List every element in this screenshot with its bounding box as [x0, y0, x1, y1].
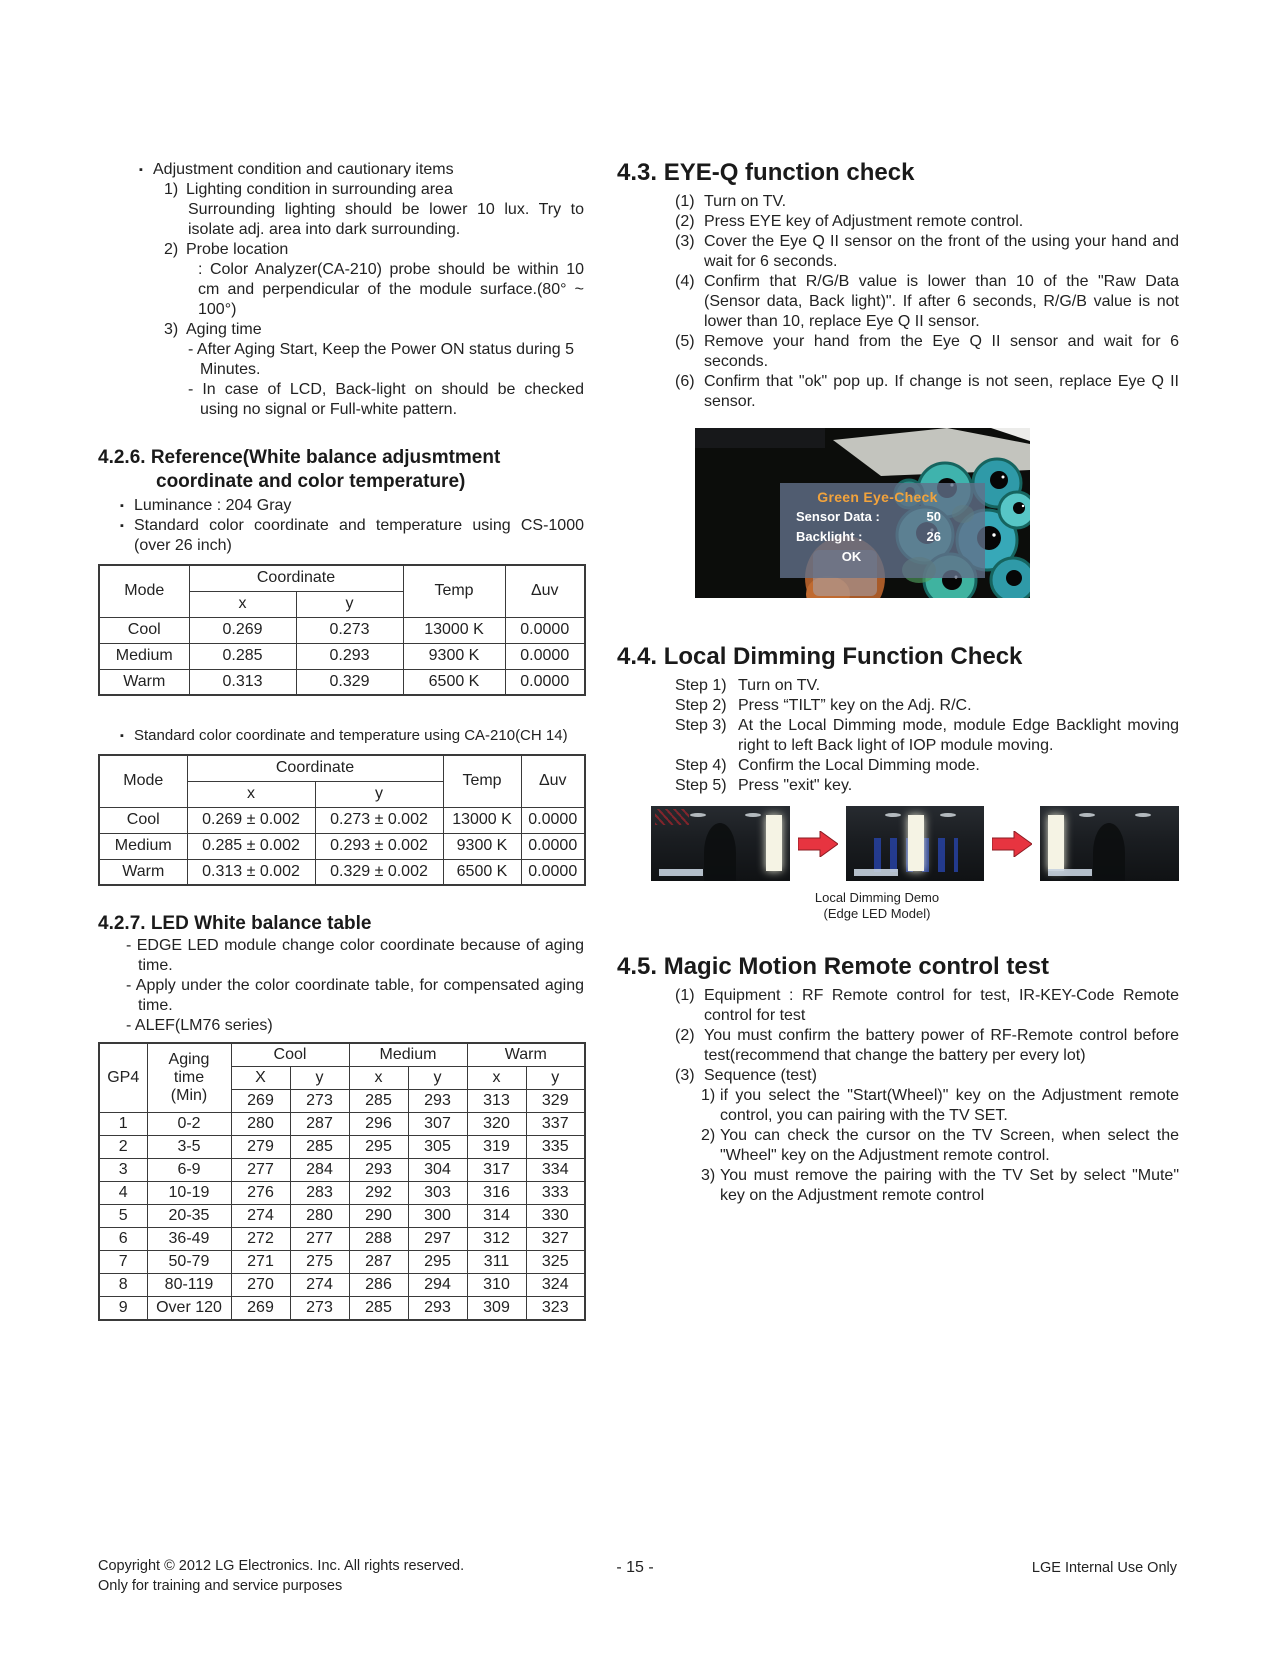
- table-row: [99, 617, 585, 643]
- local-dimming-caption: [651, 890, 1103, 922]
- table-cell: 283: [290, 1182, 349, 1205]
- table-cell: 0.0000: [521, 833, 585, 859]
- table-cell: 334: [526, 1159, 585, 1182]
- table-cell: 317: [467, 1159, 526, 1182]
- eye-check-tv-photo: [695, 428, 1030, 598]
- x-header: x: [187, 781, 315, 807]
- step-text: Turn on TV.: [738, 677, 821, 694]
- section-43-steps: [617, 192, 1179, 412]
- step-item: [617, 372, 1179, 412]
- right-column: [617, 158, 1179, 1206]
- duv-header: Δuv: [521, 755, 585, 807]
- xy-subheader: x: [349, 1067, 408, 1090]
- table-row: [99, 807, 585, 833]
- table-cell: 272: [231, 1228, 290, 1251]
- temp-header: Temp: [403, 565, 505, 617]
- table-cell: 13000 K: [443, 807, 521, 833]
- table-cell: Warm: [99, 859, 187, 885]
- table-row: [99, 643, 585, 669]
- table-cell: 0.293 ± 0.002: [315, 833, 443, 859]
- section-45-steps: [617, 986, 1179, 1086]
- square-bullet-icon: ▪: [120, 730, 124, 742]
- step-text: Remove your hand from the Eye Q II sensor and wait for 6 seconds.: [704, 333, 1179, 370]
- section-45-substeps: [617, 1086, 1179, 1206]
- step-item: [617, 986, 1179, 1026]
- table-cell: 273: [290, 1297, 349, 1321]
- table-cell: 20-35: [147, 1205, 231, 1228]
- local-dimming-photo-3: [1040, 806, 1179, 881]
- table-row: [99, 833, 585, 859]
- table-cell: 292: [349, 1182, 408, 1205]
- list-item-number: 2): [164, 241, 179, 258]
- table-cell: 330: [526, 1205, 585, 1228]
- table-cell: 285: [349, 1297, 408, 1321]
- table-cell: 0.313: [189, 669, 296, 695]
- table-cell: 0.269 ± 0.002: [187, 807, 315, 833]
- note-line: - Apply under the color coordinate table, for compensated aging time.: [126, 977, 584, 1014]
- step-number: (4): [675, 273, 695, 290]
- table-cell: 270: [231, 1274, 290, 1297]
- led-white-balance-table: [98, 1042, 586, 1321]
- table-cell: 3-5: [147, 1136, 231, 1159]
- list-item-title: Probe location: [186, 241, 289, 258]
- table-cell: 0.0000: [521, 807, 585, 833]
- table-row: [99, 1205, 585, 1228]
- table-cell: 287: [290, 1113, 349, 1136]
- copyright-line: Copyright © 2012 LG Electronics. Inc. All rights reserved.: [98, 1558, 465, 1574]
- table-cell: 300: [408, 1205, 467, 1228]
- sensor-data-label: Sensor Data :: [796, 509, 880, 524]
- aging-time-header: Aging time (Min): [147, 1043, 231, 1113]
- step-text: Equipment : RF Remote control for test, IR-KEY-Code Remote control for test: [704, 987, 1179, 1024]
- substep-text: if you select the "Start(Wheel)" key on the Adjustment remote control, you can pairing with the TV SET.: [720, 1087, 1179, 1124]
- table-cell: 309: [467, 1297, 526, 1321]
- step-text: Confirm the Local Dimming mode.: [738, 757, 980, 774]
- ceiling-light: [885, 813, 901, 817]
- mode-header: Mode: [99, 755, 187, 807]
- list-item-body: : Color Analyzer(CA-210) probe should be within 10 cm and perpendicular of the module surface.(80° ~ 100°): [198, 261, 584, 318]
- table-cell: 80-119: [147, 1274, 231, 1297]
- table-cell: Cool: [99, 617, 189, 643]
- step-number: (6): [675, 373, 695, 390]
- step-text: Press "exit" key.: [738, 777, 853, 794]
- table-cell: 0.273 ± 0.002: [315, 807, 443, 833]
- section-426-bullets: [98, 496, 584, 556]
- table-cell: 10-19: [147, 1182, 231, 1205]
- table-cell: 274: [231, 1205, 290, 1228]
- baseline-value: 273: [290, 1090, 349, 1113]
- table-cell: 310: [467, 1274, 526, 1297]
- ceiling-light: [745, 813, 761, 817]
- caption-chip: [659, 869, 703, 876]
- xy-subheader: x: [467, 1067, 526, 1090]
- temp-header: Temp: [443, 755, 521, 807]
- note-line: - EDGE LED module change color coordinate because of aging time.: [126, 937, 584, 974]
- table-cell: 312: [467, 1228, 526, 1251]
- mode-header: Mode: [99, 565, 189, 617]
- table-cell: 269: [231, 1297, 290, 1321]
- table-cell: 304: [408, 1159, 467, 1182]
- table-cell: 288: [349, 1228, 408, 1251]
- section-44-heading: [617, 642, 1179, 672]
- caption-chip: [854, 869, 898, 876]
- step-item: [617, 676, 1179, 696]
- table-cell: 324: [526, 1274, 585, 1297]
- table-cell: 296: [349, 1113, 408, 1136]
- substep-number: 2): [701, 1127, 716, 1144]
- table-cell: 319: [467, 1136, 526, 1159]
- section-number: 4.2.7.: [98, 913, 146, 934]
- step-number: Step 1): [675, 677, 727, 694]
- step-item: [617, 332, 1179, 372]
- table-cell: 290: [349, 1205, 408, 1228]
- table-cell: 4: [99, 1182, 147, 1205]
- table-cell: 284: [290, 1159, 349, 1182]
- table-cell: 6500 K: [403, 669, 505, 695]
- substep-item: [617, 1126, 1179, 1166]
- table-cell: 303: [408, 1182, 467, 1205]
- step-text: Confirm that R/G/B value is lower than 10 of the "Raw Data (Sensor data, Back light)". If after 6 seconds, R/G/B value is not lower than 10, replace Eye Q II sensor.: [704, 273, 1179, 330]
- table-cell: 0-2: [147, 1113, 231, 1136]
- left-column: [98, 160, 584, 1321]
- gp4-header: GP4: [99, 1043, 147, 1113]
- table-cell: 0.269: [189, 617, 296, 643]
- substep-text: You must remove the pairing with the TV Set by select "Mute" key on the Adjustment remote control: [720, 1167, 1179, 1204]
- warm-header: Warm: [467, 1043, 585, 1067]
- step-text: Sequence (test): [704, 1067, 817, 1084]
- table-row: [99, 859, 585, 885]
- list-item-number: 3): [164, 321, 179, 338]
- table-cell: 320: [467, 1113, 526, 1136]
- step-number: (1): [675, 193, 695, 210]
- caption-line: Local Dimming Demo: [814, 890, 940, 905]
- ca210-note: Standard color coordinate and temperature using CA-210(CH 14): [134, 727, 568, 744]
- step-number: (2): [675, 213, 695, 230]
- table-cell: 0.329 ± 0.002: [315, 859, 443, 885]
- section-number: 4.4.: [617, 643, 658, 670]
- step-number: Step 4): [675, 757, 727, 774]
- table-cell: Warm: [99, 669, 189, 695]
- step-item: [617, 232, 1179, 272]
- table-row: [99, 669, 585, 695]
- table-cell: 50-79: [147, 1251, 231, 1274]
- cool-header: Cool: [231, 1043, 349, 1067]
- table-cell: Medium: [99, 643, 189, 669]
- table-cell: 5: [99, 1205, 147, 1228]
- section-44-steps: [617, 676, 1179, 796]
- substep-item: [617, 1166, 1179, 1206]
- table-cell: 36-49: [147, 1228, 231, 1251]
- table-cell: 295: [349, 1136, 408, 1159]
- table-row: [99, 1251, 585, 1274]
- table-cell: 294: [408, 1274, 467, 1297]
- list-item-title: Aging time: [186, 321, 262, 338]
- y-header: y: [315, 781, 443, 807]
- table-cell: 6500 K: [443, 859, 521, 885]
- table-row: [99, 1274, 585, 1297]
- baseline-value: 285: [349, 1090, 408, 1113]
- table-cell: 0.273: [296, 617, 403, 643]
- ceiling-light: [940, 813, 956, 817]
- silhouette: [1093, 823, 1125, 882]
- sensor-data-row: [796, 509, 985, 525]
- table-row: [99, 1228, 585, 1251]
- table-cell: 297: [408, 1228, 467, 1251]
- step-text: Press EYE key of Adjustment remote control.: [704, 213, 1024, 230]
- list-item: [98, 240, 584, 260]
- table-cell: 8: [99, 1274, 147, 1297]
- step-number: (2): [675, 1027, 695, 1044]
- step-item: [617, 776, 1179, 796]
- step-item: [617, 272, 1179, 332]
- step-item: [617, 1066, 1179, 1086]
- bullet-line: [120, 516, 584, 556]
- table-cell: 277: [231, 1159, 290, 1182]
- internal-use-note: LGE Internal Use Only: [1031, 1560, 1177, 1576]
- table-row: [99, 1136, 585, 1159]
- table-cell: 323: [526, 1297, 585, 1321]
- section-title: LED White balance table: [150, 913, 372, 934]
- section-title: Magic Motion Remote control test: [663, 953, 1050, 980]
- list-item: [98, 180, 584, 200]
- table-cell: 337: [526, 1113, 585, 1136]
- xy-subheader: X: [231, 1067, 290, 1090]
- section-427-notes: [98, 936, 584, 1036]
- ceiling-light: [1135, 813, 1151, 817]
- table-cell: 274: [290, 1274, 349, 1297]
- adjustment-conditions-heading: [98, 160, 584, 180]
- table-cell: 0.285: [189, 643, 296, 669]
- section-43-heading: [617, 158, 1179, 188]
- table-cell: Cool: [99, 807, 187, 833]
- substep-number: 3): [701, 1167, 716, 1184]
- page-number: - 15 -: [616, 1559, 654, 1576]
- backlight-value: 26: [926, 529, 941, 544]
- substep-number: 1): [701, 1087, 716, 1104]
- adjustment-conditions-title: Adjustment condition and cautionary items: [153, 161, 454, 178]
- step-text: Confirm that "ok" pop up. If change is not seen, replace Eye Q II sensor.: [704, 373, 1179, 410]
- table-cell: 0.0000: [505, 617, 585, 643]
- table-row: [99, 1182, 585, 1205]
- baseline-value: 313: [467, 1090, 526, 1113]
- section-45-heading: [617, 952, 1179, 982]
- step-number: (1): [675, 987, 695, 1004]
- table-row: [99, 1113, 585, 1136]
- backlight-bar: [766, 815, 782, 871]
- table-cell: 293: [349, 1159, 408, 1182]
- table-cell: 276: [231, 1182, 290, 1205]
- list-item: [98, 320, 584, 340]
- arrow-right-icon: [798, 831, 838, 857]
- copyright-line: Only for training and service purposes: [98, 1578, 343, 1594]
- table-cell: 9300 K: [403, 643, 505, 669]
- coordinate-header: Coordinate: [189, 565, 403, 591]
- table-cell: 271: [231, 1251, 290, 1274]
- table-cell: 325: [526, 1251, 585, 1274]
- table-cell: Medium: [99, 833, 187, 859]
- table-cell: 6: [99, 1228, 147, 1251]
- table-cell: 0.285 ± 0.002: [187, 833, 315, 859]
- step-text: Turn on TV.: [704, 193, 787, 210]
- list-item-body: - After Aging Start, Keep the Power ON status during 5 Minutes.: [188, 341, 574, 378]
- coordinate-header: Coordinate: [187, 755, 443, 781]
- local-dimming-photo-1: [651, 806, 790, 881]
- table-cell: 277: [290, 1228, 349, 1251]
- table-cell: 6-9: [147, 1159, 231, 1182]
- step-item: [617, 212, 1179, 232]
- table-cell: 307: [408, 1113, 467, 1136]
- ceiling-light: [690, 813, 706, 817]
- caption-line: (Edge LED Model): [823, 906, 931, 921]
- step-text: Press “TILT” key on the Adj. R/C.: [738, 697, 972, 714]
- table-cell: 314: [467, 1205, 526, 1228]
- section-title: Local Dimming Function Check: [663, 643, 1023, 670]
- y-header: y: [296, 591, 403, 617]
- backlight-row: [796, 529, 985, 545]
- table-cell: 311: [467, 1251, 526, 1274]
- local-dimming-photo-2: [846, 806, 985, 881]
- dialog-title: Green Eye-Check: [817, 489, 938, 505]
- step-number: Step 5): [675, 777, 727, 794]
- baseline-value: 329: [526, 1090, 585, 1113]
- step-number: (3): [675, 1067, 695, 1084]
- table-cell: Over 120: [147, 1297, 231, 1321]
- sensor-data-value: 50: [926, 509, 941, 524]
- table-cell: 280: [231, 1113, 290, 1136]
- baseline-value: 293: [408, 1090, 467, 1113]
- arrow-right-icon: [992, 831, 1032, 857]
- table-cell: 9: [99, 1297, 147, 1321]
- table-cell: 295: [408, 1251, 467, 1274]
- ceiling-light: [1079, 813, 1095, 817]
- silhouette: [704, 823, 736, 882]
- list-item-body: Surrounding lighting should be lower 10 lux. Try to isolate adj. area into dark surrounding.: [188, 201, 584, 238]
- xy-subheader: y: [408, 1067, 467, 1090]
- substep-text: You can check the cursor on the TV Screen, when select the "Wheel" key on the Adjustment remote control.: [720, 1127, 1179, 1164]
- table-cell: 1: [99, 1113, 147, 1136]
- step-number: Step 3): [675, 717, 727, 734]
- medium-header: Medium: [349, 1043, 467, 1067]
- table-cell: 333: [526, 1182, 585, 1205]
- table-cell: 287: [349, 1251, 408, 1274]
- table-cell: 286: [349, 1274, 408, 1297]
- table-cell: 0.0000: [505, 643, 585, 669]
- cs1000-coordinate-table: [98, 564, 586, 696]
- table-cell: 305: [408, 1136, 467, 1159]
- step-item: [617, 192, 1179, 212]
- step-number: (3): [675, 233, 695, 250]
- local-dimming-demo-row: [651, 806, 1179, 881]
- backlight-bar: [908, 815, 924, 871]
- step-number: (5): [675, 333, 695, 350]
- table-cell: 280: [290, 1205, 349, 1228]
- table-cell: 3: [99, 1159, 147, 1182]
- ok-button: OK: [841, 549, 862, 564]
- table-cell: 285: [290, 1136, 349, 1159]
- x-header: x: [189, 591, 296, 617]
- table-cell: 316: [467, 1182, 526, 1205]
- table-cell: 13000 K: [403, 617, 505, 643]
- step-item: [617, 716, 1179, 756]
- step-item: [617, 1026, 1179, 1066]
- note-line: - ALEF(LM76 series): [126, 1017, 273, 1034]
- step-item: [617, 696, 1179, 716]
- bullet-line: [120, 496, 584, 516]
- list-item-number: 1): [164, 181, 179, 198]
- section-427-heading: [98, 912, 584, 936]
- section-number: 4.2.6.: [98, 447, 146, 468]
- ca210-coordinate-table: [98, 754, 586, 886]
- table-cell: 0.329: [296, 669, 403, 695]
- list-item-title: Lighting condition in surrounding area: [186, 181, 453, 198]
- xy-subheader: y: [526, 1067, 585, 1090]
- step-text: At the Local Dimming mode, module Edge Backlight moving right to left Back light of IOP module moving.: [738, 717, 1179, 754]
- section-title: EYE-Q function check: [663, 159, 915, 186]
- table-cell: 293: [408, 1297, 467, 1321]
- list-item-body: - In case of LCD, Back-light on should be checked using no signal or Full-white pattern.: [188, 381, 584, 418]
- table-cell: 9300 K: [443, 833, 521, 859]
- table-cell: 0.0000: [505, 669, 585, 695]
- square-bullet-icon: ▪: [120, 520, 124, 532]
- step-number: Step 2): [675, 697, 727, 714]
- table-row: [99, 1297, 585, 1321]
- section-426-heading: [98, 446, 584, 494]
- table-header-row: [99, 755, 585, 781]
- table-cell: 279: [231, 1136, 290, 1159]
- luminance-note: Luminance : 204 Gray: [134, 497, 292, 514]
- table-cell: 0.0000: [521, 859, 585, 885]
- duv-header: Δuv: [505, 565, 585, 617]
- table-cell: 7: [99, 1251, 147, 1274]
- table-cell: 0.313 ± 0.002: [187, 859, 315, 885]
- cs1000-note: Standard color coordinate and temperature using CS-1000 (over 26 inch): [134, 517, 584, 554]
- section-number: 4.5.: [617, 953, 658, 980]
- red-scribble: [655, 809, 689, 825]
- ca210-bullet-line: [98, 726, 584, 746]
- table-row: [99, 1159, 585, 1182]
- step-item: [617, 756, 1179, 776]
- step-text: You must confirm the battery power of RF-Remote control before test(recommend that change the battery per every lot): [704, 1027, 1179, 1064]
- section-number: 4.3.: [617, 159, 658, 186]
- square-bullet-icon: ▪: [139, 164, 143, 176]
- table-header-row: [99, 565, 585, 591]
- xy-subheader: y: [290, 1067, 349, 1090]
- table-header-row: [99, 1043, 585, 1067]
- caption-chip: [1048, 869, 1092, 876]
- table-cell: 335: [526, 1136, 585, 1159]
- table-cell: 0.293: [296, 643, 403, 669]
- backlight-bar: [1048, 815, 1064, 871]
- table-cell: 2: [99, 1136, 147, 1159]
- table-cell: 275: [290, 1251, 349, 1274]
- backlight-label: Backlight :: [796, 529, 863, 544]
- table-cell: 327: [526, 1228, 585, 1251]
- green-eye-check-dialog: [780, 483, 985, 578]
- section-title: Reference(White balance adjusmtment coordinate and color temperature): [150, 447, 501, 492]
- step-text: Cover the Eye Q II sensor on the front of the using your hand and wait for 6 seconds.: [704, 233, 1179, 270]
- baseline-value: 269: [231, 1090, 290, 1113]
- square-bullet-icon: ▪: [120, 500, 124, 512]
- substep-item: [617, 1086, 1179, 1126]
